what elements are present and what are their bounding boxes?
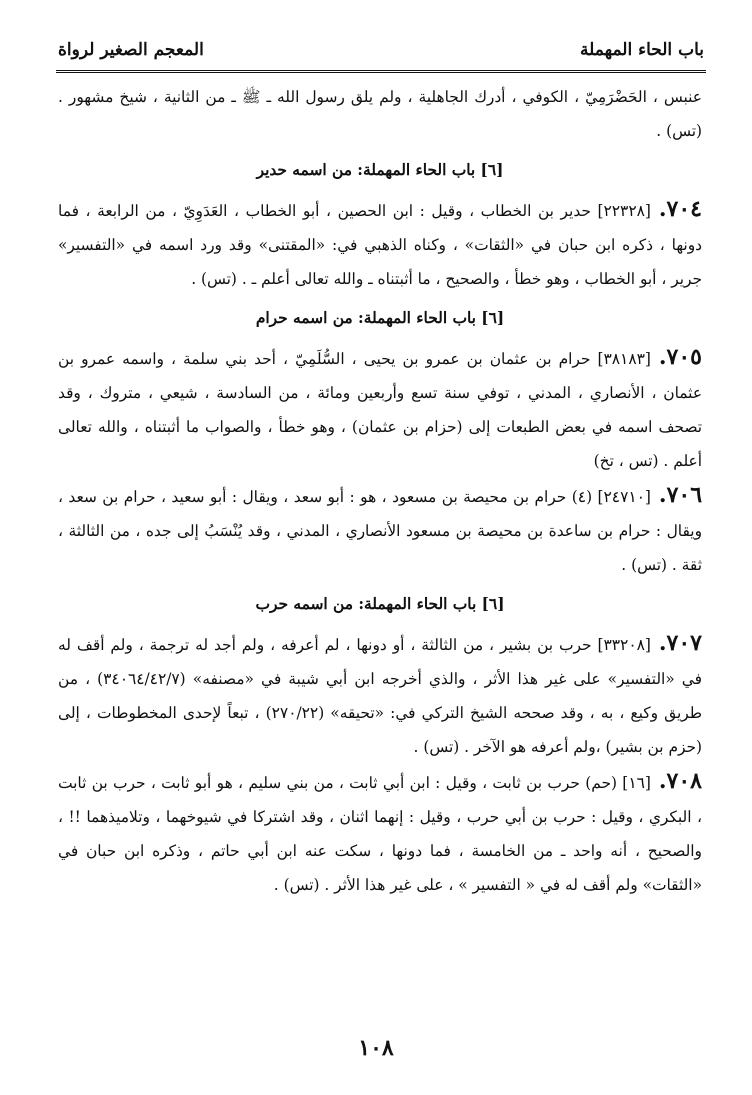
entry-text: [٣٨١٨٣] حرام بن عثمان بن عمرو بن يحيى ، السُّلَمِيّ ، أحد بني سلمة ، واسمه عمرو بن عثمان ، الأنصاري ، المدني ، توفي سنة تسع وأربعين ومائة ، من السادسة ، شيعي ، متروك ، وقد تصحف اسمه في بعض الطبعات إلى (حزام بن عثمان) ، وهو خطأ ، والصواب ما أثبتناه ، والله تعالى أعلم . (تس ، تخ) bbox=[58, 350, 702, 470]
chapter-heading-harb: [٦] باب الحاء المهملة: من اسمه حرب bbox=[255, 595, 505, 613]
header-divider bbox=[56, 70, 706, 73]
chapter-heading-hudair: [٦] باب الحاء المهملة: من اسمه حدير bbox=[256, 161, 504, 179]
entry-706 bbox=[58, 478, 702, 582]
header-book-title: المعجم الصغير لرواة bbox=[58, 40, 204, 60]
entry-text: [٢٤٧١٠] (٤) حرام بن محيصة بن مسعود ، هو : أبو سعد ، ويقال : أبو سعيد ، حرام بن سعد ، ويقال : حرام بن ساعدة بن محيصة بن مسعود الأنصاري ، المدني ، وقد يُنْسَبُ إلى جده ، من الثالثة ، ثقة . (تس) . bbox=[58, 488, 702, 574]
intro-paragraph: عنبس ، الحَضْرَمِيّ ، الكوفي ، أدرك الجاهلية ، ولم يلق رسول الله ـ ﷺ ـ من الثانية ، شيخ مشهور . (تس) . bbox=[58, 88, 702, 140]
page-number: ١٠٨ bbox=[358, 1035, 394, 1061]
entry-number: ٧٠٧. bbox=[658, 630, 702, 656]
entry-text: [٣٣٢٠٨] حرب بن بشير ، من الثالثة ، أو دونها ، لم أعرفه ، ولم أجد له ترجمة ، ولم أقف له في «التفسير» على غير هذا الأثر ، والذي أخرجه ابن أبي شيبة في «مصنفه» (٣٤٠٦٤/٤٢/٧) ، من طريق وكيع ، به ، وقد صححه الشيخ التركي في: «تحيقه» (٢٧٠/٢٢) ، تبعاً لإحدى المخطوطات ، إلى (حزم بن بشير) ،ولم أعرفه هو الآخر . (تس) . bbox=[58, 636, 702, 756]
entry-text: [١٦] (حم) حرب بن ثابت ، وقيل : ابن أبي ثابت ، من بني سليم ، هو أبو ثابت ، حرب بن ثابت ، البكري ، وقيل : حرب بن أبي حرب ، وقيل : إنهما اثنان ، وقد اشتركا في شيوخهما ، وتلاميذهما !! ، والصحيح ، أنه واحد ـ من الخامسة ، فما دونها ، سكت عنه ابن أبي حاتم ، وذكره ابن حبان في «الثقات» ولم أقف له في « التفسير » ، على غير هذا الأثر . (تس) . bbox=[58, 774, 702, 894]
chapter-heading-haram: [٦] باب الحاء المهملة: من اسمه حرام bbox=[255, 309, 505, 327]
entry-705 bbox=[58, 340, 702, 478]
entry-number: ٧٠٨. bbox=[658, 768, 702, 794]
entry-707 bbox=[58, 626, 702, 764]
entry-number: ٧٠٥. bbox=[658, 344, 702, 370]
entry-708 bbox=[58, 764, 702, 902]
running-header bbox=[58, 34, 704, 66]
entry-text: [٢٢٣٢٨] حدير بن الخطاب ، وقيل : ابن الحصين ، أبو الخطاب ، العَدَوِيّ ، من الرابعة ، فما دونها ، ذكره ابن حبان في «الثقات» ، وكناه الذهبي في: «المقتنى» وقد ورد اسمه في «التفسير» جرير ، أبو الخطاب ، وهو خطأ ، والصحيح ، ما أثبتناه ـ والله تعالى أعلم ـ . (تس) . bbox=[58, 202, 702, 288]
header-chapter-title: باب الحاء المهملة bbox=[580, 40, 704, 60]
entry-number: ٧٠٦. bbox=[658, 482, 703, 508]
entry-number: ٧٠٤. bbox=[658, 196, 702, 222]
entry-704 bbox=[58, 192, 702, 296]
main-text bbox=[58, 80, 702, 902]
